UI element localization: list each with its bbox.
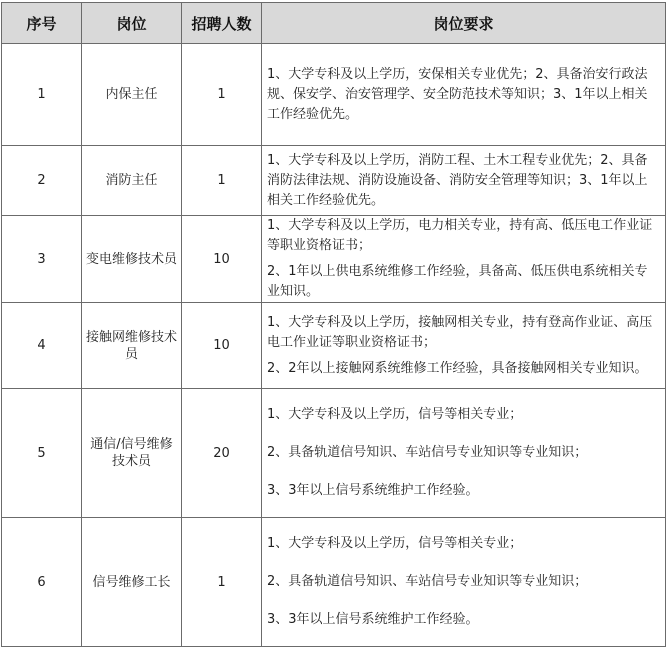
row-no: 4: [2, 303, 82, 389]
table-row: [2, 518, 666, 647]
row-no: 1: [2, 44, 82, 146]
table-row: [2, 44, 666, 146]
requirement-text: 1、大学专科及以上学历，消防工程、土木工程专业优先；2、具备消防法律法规、消防设施设备、消防安全管理等知识；3、1年以上相关工作经验优先。: [267, 152, 648, 208]
table-row: [2, 303, 666, 389]
row-no: 3: [2, 216, 82, 303]
row-count: 1: [182, 146, 262, 216]
table-row: [2, 216, 666, 303]
header-position: 岗位: [82, 3, 182, 44]
requirement-text: 2、具备轨道信号知识、车站信号专业知识等专业知识；: [267, 445, 588, 460]
requirement-text: 3、3年以上信号系统维护工作经验。: [267, 612, 479, 627]
row-no: 6: [2, 518, 82, 647]
requirement-text: 3、3年以上信号系统维护工作经验。: [267, 483, 479, 498]
header-count: 招聘人数: [182, 3, 262, 44]
requirement-text: 1、大学专科及以上学历，接触网相关专业，持有登高作业证、高压电工作业证等职业资格证书；: [267, 314, 653, 350]
row-requirements: [262, 303, 666, 389]
header-requirements: 岗位要求: [262, 3, 666, 44]
table-row: [2, 146, 666, 216]
row-count: 1: [182, 44, 262, 146]
row-count: 10: [182, 303, 262, 389]
header-row: [2, 3, 666, 44]
row-no: 2: [2, 146, 82, 216]
row-count: 20: [182, 389, 262, 518]
row-position: 接触网维修技术员: [82, 303, 182, 389]
row-count: 1: [182, 518, 262, 647]
row-count: 10: [182, 216, 262, 303]
requirement-text: 1、大学专科及以上学历，电力相关专业，持有高、低压电工作业证等职业资格证书；: [267, 218, 653, 253]
row-requirements: [262, 146, 666, 216]
row-no: 5: [2, 389, 82, 518]
table-row: [2, 389, 666, 518]
row-position: 变电维修技术员: [82, 216, 182, 303]
row-position: 内保主任: [82, 44, 182, 146]
requirement-text: 1、大学专科及以上学历，信号等相关专业；: [267, 407, 523, 422]
recruitment-table: [1, 2, 666, 647]
row-position: 消防主任: [82, 146, 182, 216]
requirement-text: 2、2年以上接触网系统维修工作经验，具备接触网相关专业知识。: [267, 360, 648, 376]
row-requirements: [262, 518, 666, 647]
requirement-text: 2、具备轨道信号知识、车站信号专业知识等专业知识；: [267, 574, 588, 589]
row-requirements: [262, 44, 666, 146]
requirement-text: 1、大学专科及以上学历，信号等相关专业；: [267, 536, 523, 551]
row-position: 通信/信号维修技术员: [82, 389, 182, 518]
header-no: 序号: [2, 3, 82, 44]
requirement-text: 2、1年以上供电系统维修工作经验，具备高、低压供电系统相关专业知识。: [267, 264, 648, 299]
row-position: 信号维修工长: [82, 518, 182, 647]
row-requirements: [262, 216, 666, 303]
row-requirements: [262, 389, 666, 518]
requirement-text: 1、大学专科及以上学历，安保相关专业优先；2、具备治安行政法规、保安学、治安管理学、安全防范技术等知识；3、1年以上相关工作经验优先。: [267, 66, 648, 122]
